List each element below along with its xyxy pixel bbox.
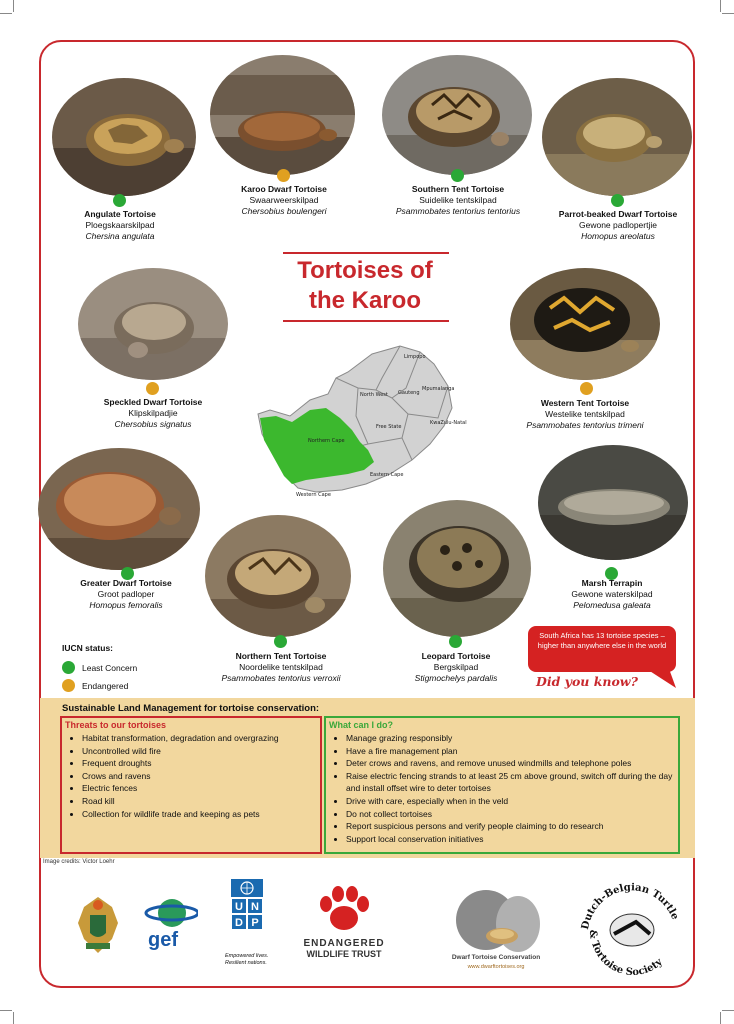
scientific-name: Chersobius signatus — [114, 419, 192, 429]
did-you-know-label: Did you know? — [536, 674, 638, 689]
action-item: • Have a fire management plan — [346, 745, 674, 758]
label-speckled-dwarf — [68, 397, 238, 430]
slm-heading: Sustainable Land Management for tortoise conservation: — [62, 703, 320, 714]
dbtts-top-text: Dutch-Belgian Turtle — [579, 882, 681, 931]
afrikaans-name: Suidelike tentskilpad — [419, 195, 497, 205]
label-marsh-terrapin — [527, 578, 697, 611]
action-item: • Drive with care, especially when in the veld — [346, 795, 674, 808]
undp-logo — [225, 879, 271, 975]
action-item: • Deter crows and ravens, and remove unused windmills and telephone poles — [346, 757, 674, 770]
paw-icon — [296, 880, 392, 936]
title-rule-top — [283, 252, 449, 254]
label-southern-tent — [373, 184, 543, 217]
map-label-western-cape: Western Cape — [296, 492, 331, 498]
afrikaans-name: Groot padloper — [97, 589, 155, 599]
afrikaans-name: Swaarweerskilpad — [249, 195, 319, 205]
status-dot-northern-tent — [274, 635, 287, 648]
dtc-name: Dwarf Tortoise Conservation — [451, 954, 541, 961]
common-name: Greater Dwarf Tortoise — [80, 578, 172, 588]
label-angulate — [35, 209, 205, 242]
status-dot-angulate — [113, 194, 126, 207]
least-concern-label: Least Concern — [82, 663, 138, 673]
threat-item: • Collection for wildlife trade and keeping as pets — [82, 808, 316, 821]
afrikaans-name: Westelike tentskilpad — [545, 409, 625, 419]
dtc-url: www.dwarftortoises.org — [467, 964, 525, 970]
iucn-heading: IUCN status: — [62, 643, 114, 653]
tortoise-photo-marsh-terrapin — [538, 445, 688, 560]
undp-letter: P — [247, 914, 263, 930]
tortoise-photo-karoo-dwarf — [210, 55, 355, 175]
ewt-line-2: WILDLIFE TRUST — [306, 949, 382, 959]
label-karoo-dwarf — [199, 184, 369, 217]
scientific-name: Psammobates tentorius verroxii — [221, 673, 341, 683]
did-you-know-fact: South Africa has 13 tortoise species – higher than anywhere else in the world — [528, 626, 676, 672]
ewt-line-1: ENDANGERED — [303, 938, 385, 949]
un-emblem — [231, 879, 263, 897]
label-parrot-beaked — [533, 209, 703, 242]
gef-logo — [142, 895, 198, 957]
threat-item: • Electric fences — [82, 782, 316, 795]
scientific-name: Chersobius boulengeri — [241, 206, 327, 216]
dbtts-logo — [574, 864, 688, 988]
action-item: • Report suspicious persons and verify people claiming to do research — [346, 820, 674, 833]
map-label-mpumalanga: Mpumalanga — [422, 386, 455, 392]
ewt-logo — [296, 880, 392, 970]
actions-box — [324, 716, 680, 854]
threats-list — [62, 732, 320, 820]
action-item: • Do not collect tortoises — [346, 808, 674, 821]
scientific-name: Chersina angulata — [85, 231, 155, 241]
label-greater-dwarf — [41, 578, 211, 611]
title-line-1: Tortoises of — [297, 257, 433, 284]
action-item: • Manage grazing responsibly — [346, 732, 674, 745]
image-credits: Image credits: Victor Loehr — [43, 859, 115, 865]
afrikaans-name: Noordelike tentskilpad — [239, 662, 323, 672]
iucn-legend — [62, 643, 137, 695]
scientific-name: Stigmochelys pardalis — [414, 673, 498, 683]
iucn-endangered — [62, 677, 137, 695]
dbtts-bottom-text: & Tortoise Society — [586, 929, 665, 979]
threat-item: • Road kill — [82, 795, 316, 808]
threats-box — [60, 716, 322, 854]
scientific-name: Psammobates tentorius tentorius — [395, 206, 521, 216]
map-label-free-state: Free State — [376, 424, 402, 430]
status-dot-karoo-dwarf — [277, 169, 290, 182]
least-concern-dot — [62, 661, 75, 674]
afrikaans-name: Gewone waterskilpad — [571, 589, 653, 599]
common-name: Speckled Dwarf Tortoise — [103, 397, 203, 407]
scientific-name: Psammobates tentorius trimeni — [526, 420, 644, 430]
common-name: Western Tent Tortoise — [540, 398, 630, 408]
tortoise-photo-northern-tent — [205, 515, 351, 637]
afrikaans-name: Gewone padlopertjie — [579, 220, 657, 230]
common-name: Karoo Dwarf Tortoise — [241, 184, 327, 194]
iucn-least-concern — [62, 659, 137, 677]
tortoise-photo-greater-dwarf — [38, 448, 200, 570]
afrikaans-name: Klipskilpadjie — [128, 408, 178, 418]
map-label-eastern-cape: Eastern Cape — [370, 472, 404, 478]
map-label-limpopo: Limpopo — [404, 354, 426, 360]
map-label-north-west: North West — [360, 392, 388, 398]
title-rule-bottom — [283, 320, 449, 322]
common-name: Angulate Tortoise — [84, 209, 156, 219]
undp-letter: U — [231, 898, 247, 914]
dwarf-tortoise-conservation-logo — [446, 872, 546, 974]
tortoise-photo-leopard — [383, 500, 531, 637]
map-label-northern-cape: Northern Cape — [308, 438, 345, 444]
status-dot-southern-tent — [451, 169, 464, 182]
status-dot-parrot-beaked — [611, 194, 624, 207]
endangered-dot — [62, 679, 75, 692]
action-item: • Support local conservation initiatives — [346, 833, 674, 846]
tortoise-photo-angulate — [52, 78, 196, 196]
common-name: Leopard Tortoise — [421, 651, 491, 661]
status-dot-speckled-dwarf — [146, 382, 159, 395]
action-item: • Raise electric fencing strands to at least 25 cm above ground, switch off during the day and install offset wire to deter tortoises — [346, 770, 674, 795]
common-name: Marsh Terrapin — [581, 578, 643, 588]
label-western-tent — [500, 398, 670, 431]
undp-letter: D — [231, 914, 247, 930]
undp-letter: N — [247, 898, 263, 914]
tortoise-photo-western-tent — [510, 268, 660, 380]
undp-tagline: Empowered lives. Resilient nations. — [225, 953, 269, 966]
afrikaans-name: Ploegskaarskilpad — [85, 220, 155, 230]
scientific-name: Homopus femoralis — [89, 600, 163, 610]
common-name: Parrot-beaked Dwarf Tortoise — [558, 209, 678, 219]
page-title — [270, 256, 460, 316]
endangered-label: Endangered — [82, 681, 129, 691]
afrikaans-name: Bergskilpad — [433, 662, 479, 672]
actions-heading: What can I do? — [329, 720, 393, 730]
common-name: Northern Tent Tortoise — [235, 651, 327, 661]
threat-item: • Crows and ravens — [82, 770, 316, 783]
status-dot-western-tent — [580, 382, 593, 395]
coat-of-arms-logo — [72, 893, 124, 957]
status-dot-leopard — [449, 635, 462, 648]
threat-item: • Uncontrolled wild fire — [82, 745, 316, 758]
did-you-know-callout — [528, 626, 680, 688]
gef-wordmark: gef — [148, 929, 178, 951]
threat-item: • Habitat transformation, degradation and overgrazing — [82, 732, 316, 745]
map-label-kwazulu-natal: KwaZulu-Natal — [430, 420, 467, 426]
tortoise-photo-parrot-beaked — [542, 78, 692, 196]
tortoise-photo-southern-tent — [382, 55, 532, 175]
actions-list — [326, 732, 678, 845]
south-africa-map — [252, 338, 482, 506]
tortoise-photo-speckled-dwarf — [78, 268, 228, 380]
scientific-name: Homopus areolatus — [581, 231, 655, 241]
common-name: Southern Tent Tortoise — [411, 184, 505, 194]
scientific-name: Pelomedusa galeata — [573, 600, 651, 610]
threat-item: • Frequent droughts — [82, 757, 316, 770]
label-leopard — [371, 651, 541, 684]
title-line-2: the Karoo — [308, 287, 421, 314]
map-label-gauteng: Gauteng — [398, 390, 420, 396]
threats-heading: Threats to our tortoises — [65, 720, 167, 730]
label-northern-tent — [196, 651, 366, 684]
